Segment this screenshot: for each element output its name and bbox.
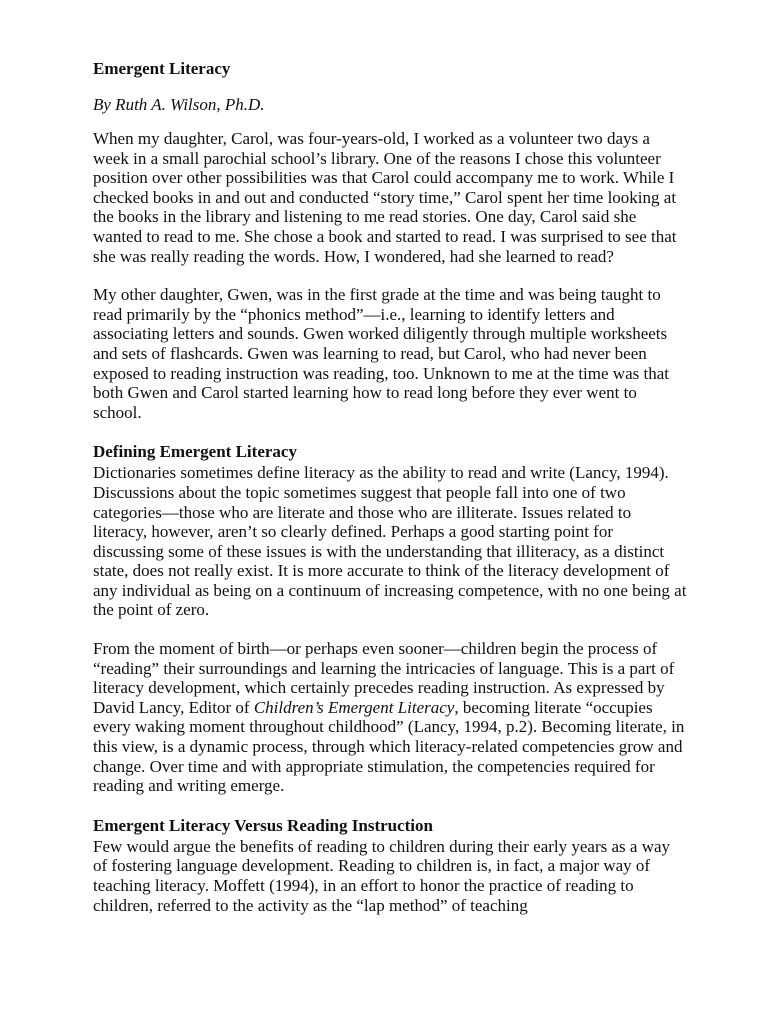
defining-paragraph-2 [93,639,688,796]
defining-paragraph-1: Dictionaries sometimes define literacy as the ability to read and write (Lancy, 1994). Discussions about the topic sometimes suggest that people fall into one of two categories—those who are literate and those who are illiterate. Issues related to literacy, however, aren’t so clearly defined. Perhaps a good starting point for discussing some of these issues is with the understanding that illiteracy, as a distinct state, does not really exist. It is more accurate to think of the literacy development of any individual as being on a continuum of increasing competence, with no one being at the point of zero. [93,463,687,620]
document-title: Emergent Literacy [93,59,231,78]
defining-paragraph-2-text-b: , becoming literate “occupies every waking moment throughout childhood” (Lancy, 1994, p.2). Becoming literate, in this view, is a dynamic process, through which literacy-related competencies grow and change. Over time and with appropriate stimulation, the competencies required for reading and writing emerge. [93,697,685,796]
versus-paragraph-1: Few would argue the benefits of reading to children during their early years as a way of fostering language development. Reading to children is, in fact, a major way of teaching literacy. Moffett (1994), in an effort to honor the practice of reading to children, referred to the activity as the “lap method” of teaching [93,836,671,915]
author-byline: By Ruth A. Wilson, Ph.D. [93,95,265,114]
section-heading-defining: Defining Emergent Literacy [93,442,297,462]
intro-paragraph-2: My other daughter, Gwen, was in the first grade at the time and was being taught to read primarily by the “phonics method”—i.e., learning to identify letters and associating letters and sounds. Gwen worked diligently through multiple worksheets and sets of flashcards. Gwen was learning to read, but Carol, who had never been exposed to reading instruction was reading, too. Unknown to me at the time was that both Gwen and Carol started learning how to read long before they ever went to school. [93,285,669,422]
book-title-italic: Children’s Emergent Literacy [253,697,455,717]
defining-paragraph-2-text-a: From the moment of birth—or perhaps even sooner—children begin the process of “reading” their surroundings and learning the intricacies of language. This is a part of literacy development, which certainly precedes reading instruction. As expressed by David Lancy, Editor of [93,639,675,717]
intro-paragraph-1: When my daughter, Carol, was four-years-old, I worked as a volunteer two days a week in a small parochial school’s library. One of the reasons I chose this volunteer position over other possibilities was that Carol could accompany me to work. While I checked books in and out and conducted “story time,” Carol spent her time looking at the books in the library and listening to me read stories. One day, Carol said she wanted to read to me. She chose a book and started to read. I was surprised to see that she was really reading the words. How, I wondered, had she learned to read? [93,129,677,266]
section-heading-versus: Emergent Literacy Versus Reading Instruction [93,815,433,835]
